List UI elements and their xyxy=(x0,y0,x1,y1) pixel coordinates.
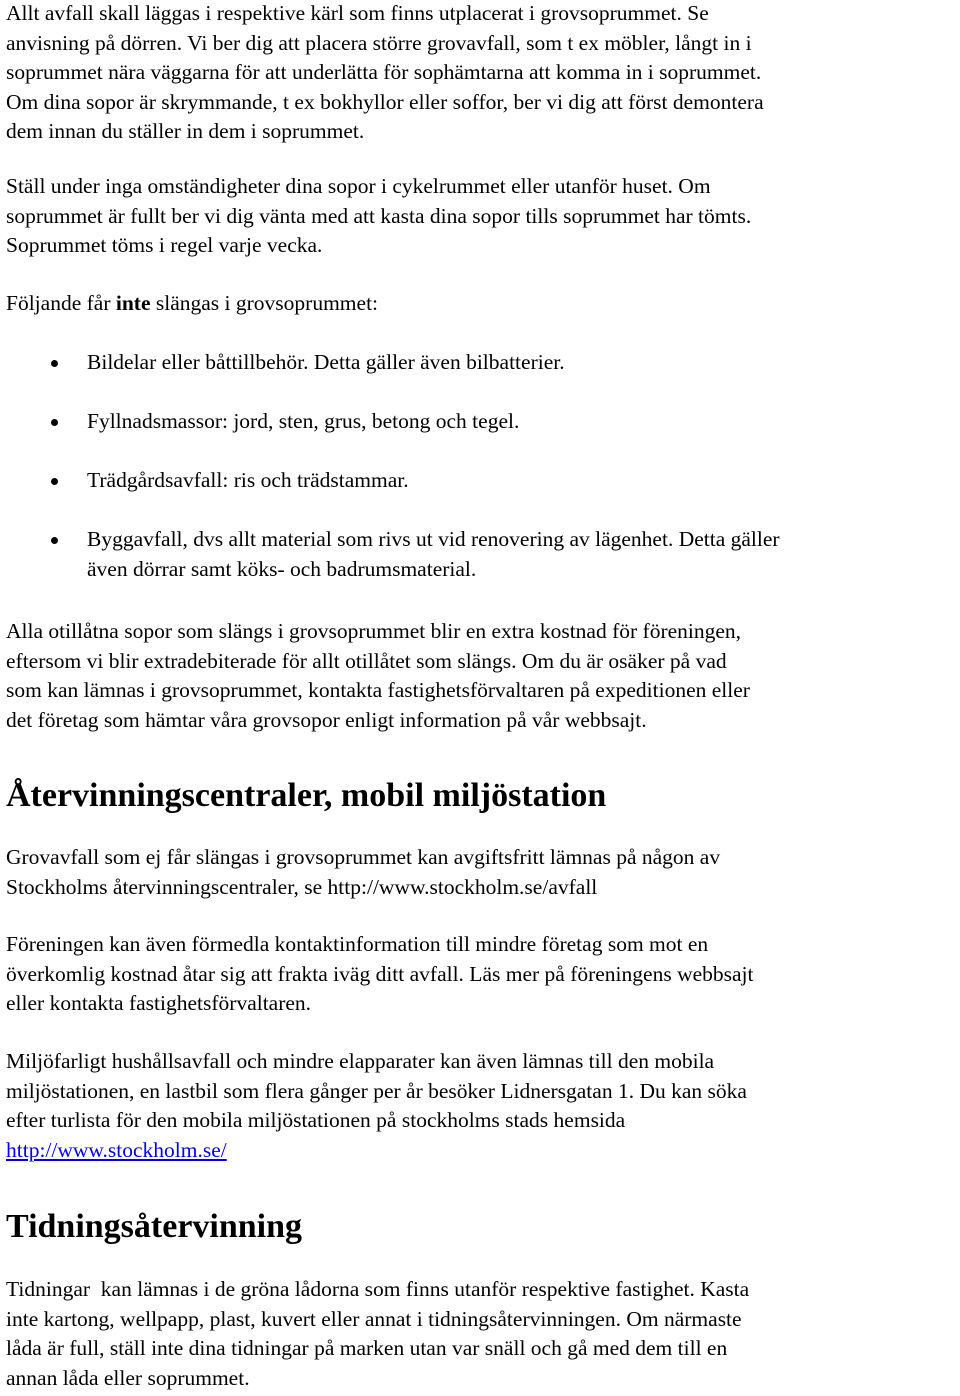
text-line: Ställ under inga omständigheter dina sopor i cykelrummet eller utanför huset. Om xyxy=(6,174,711,198)
prohibited-items-list xyxy=(6,348,956,584)
list-item xyxy=(6,407,956,437)
stockholm-link[interactable]: http://www.stockholm.se/ xyxy=(6,1137,227,1162)
text-line: eftersom vi blir extradebiterade för allt otillåtet som slängs. Om du är osäker på vad xyxy=(6,648,727,673)
text-line: Soprummet töms i regel varje vecka. xyxy=(6,233,323,257)
paragraph-contact-companies xyxy=(6,930,956,1019)
text-line: soprummet är fullt ber vi dig vänta med att kasta dina sopor tills soprummet har tömts. xyxy=(6,203,752,228)
text-line: Alla otillåtna sopor som slängs i grovsoprummet blir en extra kostnad för föreningen, xyxy=(6,619,742,643)
text-line: Miljöfarligt hushållsavfall och mindre elapparater kan även lämnas till den mobila xyxy=(6,1049,715,1073)
text-line: Föreningen kan även förmedla kontaktinformation till mindre företag som mot en xyxy=(6,932,709,956)
text-line: miljöstationen, en lastbil som flera gånger per år besöker Lidnersgatan 1. Du kan söka xyxy=(6,1078,747,1103)
bullet-icon xyxy=(51,478,58,485)
paragraph-extra-cost xyxy=(6,617,956,735)
bullet-icon xyxy=(51,419,58,426)
text-line: Grovavfall som ej får slängas i grovsoprummet kan avgiftsfritt lämnas på någon av xyxy=(6,845,721,869)
list-item-text: Trädgårdsavfall: ris och trädstammar. xyxy=(87,468,409,492)
text-line: annan låda eller soprummet. xyxy=(6,1365,250,1390)
text-line: det företag som hämtar våra grovsopor enligt information på vår webbsajt. xyxy=(6,707,647,732)
text-after: slängas i grovsoprummet: xyxy=(150,291,379,315)
text-line: som kan lämnas i grovsoprummet, kontakta fastighetsförvaltaren på expeditionen eller xyxy=(6,678,750,702)
paragraph-prohibited-intro xyxy=(6,289,956,319)
text-line: dem innan du ställer in dem i soprummet. xyxy=(6,119,365,143)
text-line: Om dina sopor är skrymmande, t ex bokhyllor eller soffor, ber vi dig att först demontera xyxy=(6,89,764,114)
text-line: anvisning på dörren. Vi ber dig att placera större grovavfall, som t ex möbler, långt in i xyxy=(6,30,752,55)
text-line: överkomlig kostnad åtar sig att frakta iväg ditt avfall. Läs mer på föreningens webbsajt xyxy=(6,961,754,986)
emphasis-inte: inte xyxy=(115,291,151,315)
paragraph-mobile-station xyxy=(6,1047,956,1165)
text-before: Följande får xyxy=(6,291,116,315)
list-item-text: även dörrar samt köks- och badrumsmaterial. xyxy=(87,556,477,581)
text-line: soprummet nära väggarna för att underlätta för sophämtarna att komma in i soprummet. xyxy=(6,60,762,84)
list-item-text: Bildelar eller båttillbehör. Detta gäller även bilbatterier. xyxy=(87,350,565,374)
heading-newspaper-recycling: Tidningsåtervinning xyxy=(6,1208,303,1245)
paragraph-newspaper-recycling xyxy=(6,1275,956,1393)
bullet-icon xyxy=(51,360,58,367)
text-line: låda är full, ställ inte dina tidningar på marken utan var snäll och gå med dem till en xyxy=(6,1336,728,1360)
text-line: Stockholms återvinningscentraler, se http://www.stockholm.se/avfall xyxy=(6,874,598,899)
list-item xyxy=(6,348,956,378)
text-line: Tidningar kan lämnas i de gröna lådorna som finns utanför respektive fastighet. Kasta xyxy=(6,1277,750,1301)
bullet-icon xyxy=(51,537,58,544)
text-line: eller kontakta fastighetsförvaltaren. xyxy=(6,991,312,1015)
list-item-text: Byggavfall, dvs allt material som rivs ut vid renovering av lägenhet. Detta gäller xyxy=(87,527,780,551)
text-line: efter turlista för den mobila miljöstationen på stockholms stads hemsida xyxy=(6,1108,626,1132)
list-item xyxy=(6,525,956,584)
paragraph-recycling-centers xyxy=(6,843,956,902)
list-item-text: Fyllnadsmassor: jord, sten, grus, betong och tegel. xyxy=(87,409,520,433)
text-line: Allt avfall skall läggas i respektive kärl som finns utplacerat i grovsoprummet. Se xyxy=(6,1,709,25)
text-line: inte kartong, wellpapp, plast, kuvert eller annat i tidningsåtervinningen. Om närmaste xyxy=(6,1306,742,1331)
paragraph-bike-room-warning xyxy=(6,172,956,261)
heading-recycling-centers: Återvinningscentraler, mobil miljöstation xyxy=(6,777,607,814)
paragraph-waste-placement xyxy=(6,0,956,147)
list-item xyxy=(6,466,956,496)
